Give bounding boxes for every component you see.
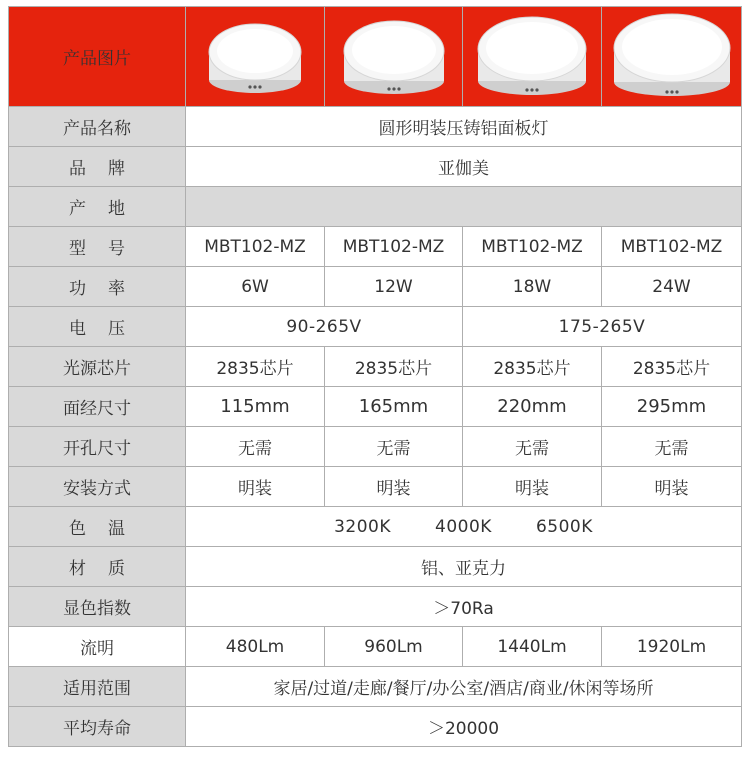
row-label: 产地 [9, 187, 186, 227]
row-label: 面经尺寸 [9, 387, 186, 427]
round-panel-light-icon [329, 12, 459, 102]
model-cell: MBT102-MZ [463, 227, 602, 267]
chip-cell: 2835芯片 [186, 347, 325, 387]
row-label: 开孔尺寸 [9, 427, 186, 467]
cct-item: 4000K [435, 516, 492, 537]
origin-value [186, 187, 742, 227]
chip-cell: 2835芯片 [325, 347, 463, 387]
row-label: 显色指数 [9, 587, 186, 627]
flux-cell: 480Lm [186, 627, 325, 667]
row-power [9, 267, 742, 307]
power-cell: 12W [325, 267, 463, 307]
brand-value: 亚伽美 [186, 147, 742, 187]
row-brand [9, 147, 742, 187]
row-install [9, 467, 742, 507]
flux-cell: 960Lm [325, 627, 463, 667]
chip-cell: 2835芯片 [602, 347, 742, 387]
row-label: 安装方式 [9, 467, 186, 507]
row-origin [9, 187, 742, 227]
cri-value: ＞70Ra [186, 587, 742, 627]
photo-row-label: 产品图片 [9, 7, 186, 107]
cutout-cell: 无需 [463, 427, 602, 467]
row-usage [9, 667, 742, 707]
product-image-24w [602, 7, 742, 107]
row-label: 品牌 [9, 147, 186, 187]
lifespan-value: ＞20000 [186, 707, 742, 747]
row-label: 型号 [9, 227, 186, 267]
row-cutout [9, 427, 742, 467]
row-label: 功率 [9, 267, 186, 307]
product-image-18w [463, 7, 602, 107]
row-chip [9, 347, 742, 387]
cct-value [186, 507, 742, 547]
row-label: 电压 [9, 307, 186, 347]
voltage-cell: 90-265V [186, 307, 463, 347]
diameter-cell: 115mm [186, 387, 325, 427]
photo-row [9, 7, 742, 107]
round-panel-light-icon [605, 10, 739, 104]
row-label: 适用范围 [9, 667, 186, 707]
spec-table [8, 6, 742, 747]
model-cell: MBT102-MZ [602, 227, 742, 267]
row-label: 产品名称 [9, 107, 186, 147]
round-panel-light-icon [467, 11, 597, 103]
row-lifespan [9, 707, 742, 747]
row-label: 材质 [9, 547, 186, 587]
row-label: 色温 [9, 507, 186, 547]
row-flux [9, 627, 742, 667]
install-cell: 明装 [463, 467, 602, 507]
flux-cell: 1920Lm [602, 627, 742, 667]
usage-value: 家居/过道/走廊/餐厅/办公室/酒店/商业/休闲等场所 [186, 667, 742, 707]
cutout-cell: 无需 [602, 427, 742, 467]
chip-cell: 2835芯片 [463, 347, 602, 387]
cct-item: 3200K [334, 516, 392, 537]
install-cell: 明装 [325, 467, 463, 507]
diameter-cell: 220mm [463, 387, 602, 427]
power-cell: 6W [186, 267, 325, 307]
row-cct [9, 507, 742, 547]
row-product-name [9, 107, 742, 147]
power-cell: 24W [602, 267, 742, 307]
flux-cell: 1440Lm [463, 627, 602, 667]
model-cell: MBT102-MZ [325, 227, 463, 267]
install-cell: 明装 [186, 467, 325, 507]
install-cell: 明装 [602, 467, 742, 507]
power-cell: 18W [463, 267, 602, 307]
product-name-value: 圆形明装压铸铝面板灯 [186, 107, 742, 147]
product-image-6w [186, 7, 325, 107]
cutout-cell: 无需 [186, 427, 325, 467]
voltage-cell: 175-265V [463, 307, 742, 347]
round-panel-light-icon [190, 12, 320, 102]
cutout-cell: 无需 [325, 427, 463, 467]
row-label: 流明 [9, 627, 186, 667]
row-cri [9, 587, 742, 627]
row-material [9, 547, 742, 587]
model-cell: MBT102-MZ [186, 227, 325, 267]
row-model [9, 227, 742, 267]
diameter-cell: 165mm [325, 387, 463, 427]
material-value: 铝、亚克力 [186, 547, 742, 587]
diameter-cell: 295mm [602, 387, 742, 427]
row-voltage [9, 307, 742, 347]
row-label: 平均寿命 [9, 707, 186, 747]
product-image-12w [325, 7, 463, 107]
row-diameter [9, 387, 742, 427]
row-label: 光源芯片 [9, 347, 186, 387]
cct-item: 6500K [535, 516, 593, 537]
